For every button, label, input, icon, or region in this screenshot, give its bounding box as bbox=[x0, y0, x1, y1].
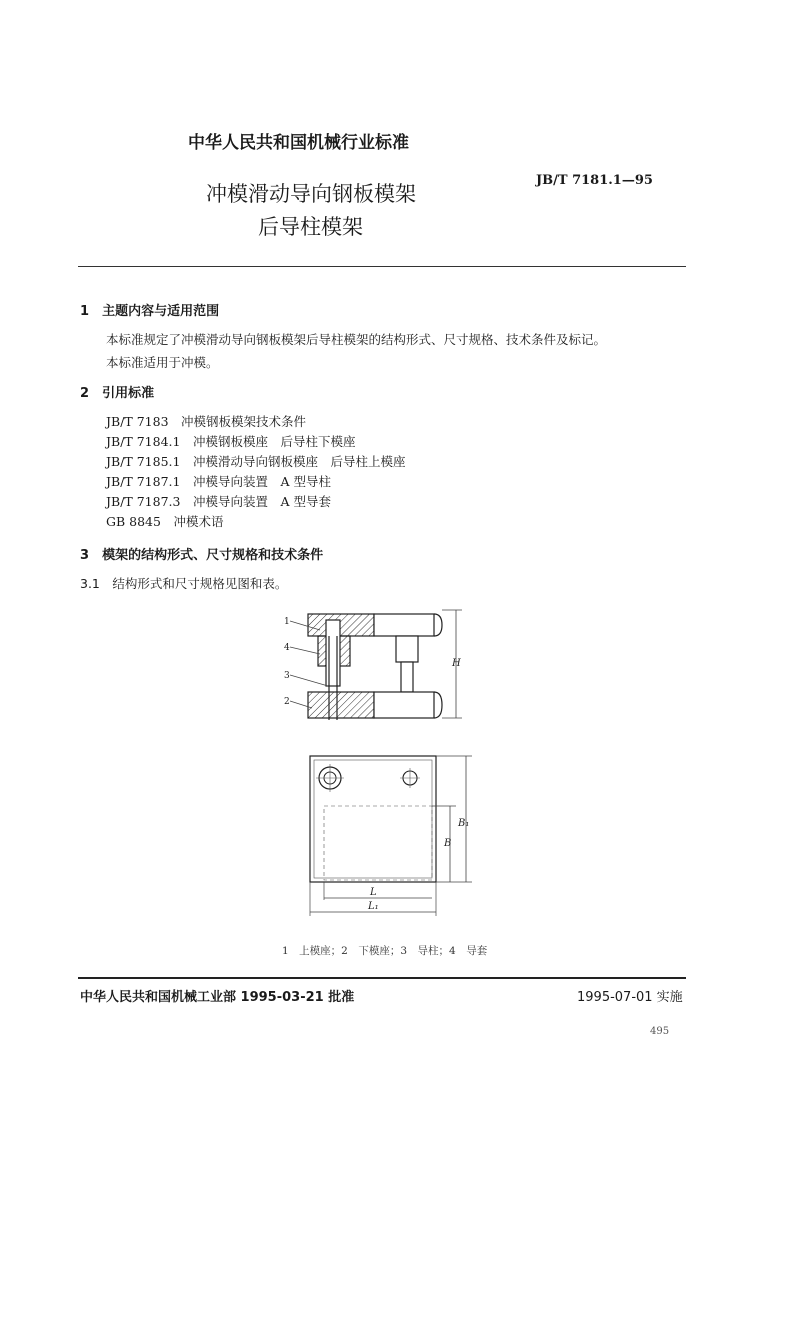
section-3-title: 模架的结构形式、尺寸规格和技术条件 bbox=[102, 548, 324, 563]
reference-item bbox=[106, 472, 331, 490]
section-3-1-number: 3.1 bbox=[80, 576, 100, 591]
dim-h-label: H bbox=[452, 658, 461, 669]
section-1-number: 1 bbox=[80, 304, 90, 319]
section-1-heading bbox=[80, 300, 219, 319]
reference-code: JB/T 7184.1 bbox=[106, 434, 181, 449]
reference-item bbox=[106, 512, 224, 530]
title-line2: 后导柱模架 bbox=[258, 215, 363, 239]
callout-2: 2 bbox=[284, 697, 290, 707]
section-3-1-text: 结构形式和尺寸规格见图和表。 bbox=[112, 576, 288, 591]
standard-code: JB/T 7181.1—95 bbox=[536, 173, 653, 188]
die-set-drawing bbox=[270, 600, 490, 940]
section-2-title: 引用标准 bbox=[102, 386, 155, 401]
reference-item bbox=[106, 432, 356, 450]
side-view bbox=[284, 610, 462, 720]
implementation-date: 1995-07-01 实施 bbox=[577, 990, 683, 1005]
dim-b-label: B bbox=[444, 838, 452, 849]
section-1-title: 主题内容与适用范围 bbox=[102, 304, 220, 319]
header-rule bbox=[78, 266, 686, 267]
section-2-heading bbox=[80, 382, 154, 401]
dim-l-label: L bbox=[370, 887, 377, 898]
reference-code: JB/T 7185.1 bbox=[106, 454, 181, 469]
callout-4: 4 bbox=[284, 643, 290, 653]
plan-view bbox=[310, 756, 472, 916]
reference-title: 冲模导向装置 A 型导套 bbox=[192, 494, 331, 509]
section-2-number: 2 bbox=[80, 386, 90, 401]
section-1-para1: 本标准规定了冲模滑动导向钢板模架后导柱模架的结构形式、尺寸规格、技术条件及标记。 bbox=[106, 332, 607, 347]
page-number: 495 bbox=[650, 1026, 670, 1037]
section-3-heading bbox=[80, 544, 323, 563]
title-line1: 冲模滑动导向钢板模架 bbox=[206, 182, 416, 206]
reference-item bbox=[106, 452, 406, 470]
reference-code: GB 8845 bbox=[106, 514, 161, 529]
reference-item bbox=[106, 492, 331, 510]
dim-b1-label: B₁ bbox=[458, 818, 470, 829]
approval-line: 中华人民共和国机械工业部 1995-03-21 批准 bbox=[80, 990, 355, 1005]
reference-item bbox=[106, 412, 306, 430]
callout-1: 1 bbox=[284, 617, 290, 627]
callout-3: 3 bbox=[284, 671, 290, 681]
dim-l1-label: L₁ bbox=[368, 901, 379, 912]
section-3-number: 3 bbox=[80, 548, 90, 563]
reference-code: JB/T 7183 bbox=[106, 414, 169, 429]
reference-code: JB/T 7187.3 bbox=[106, 494, 181, 509]
reference-title: 冲模导向装置 A 型导柱 bbox=[192, 474, 331, 489]
reference-title: 冲模钢板模座 后导柱下模座 bbox=[192, 434, 356, 449]
reference-title: 冲模钢板模架技术条件 bbox=[181, 414, 307, 429]
standard-org: 中华人民共和国机械行业标准 bbox=[188, 133, 409, 153]
figure-caption: 1 上模座；2 下模座；3 导柱；4 导套 bbox=[282, 945, 488, 957]
reference-code: JB/T 7187.1 bbox=[106, 474, 181, 489]
footer-rule bbox=[78, 977, 686, 979]
reference-title: 冲模滑动导向钢板模座 后导柱上模座 bbox=[192, 454, 406, 469]
section-1-para2: 本标准适用于冲模。 bbox=[106, 355, 219, 370]
reference-title: 冲模术语 bbox=[173, 514, 224, 529]
section-3-1 bbox=[80, 574, 287, 592]
